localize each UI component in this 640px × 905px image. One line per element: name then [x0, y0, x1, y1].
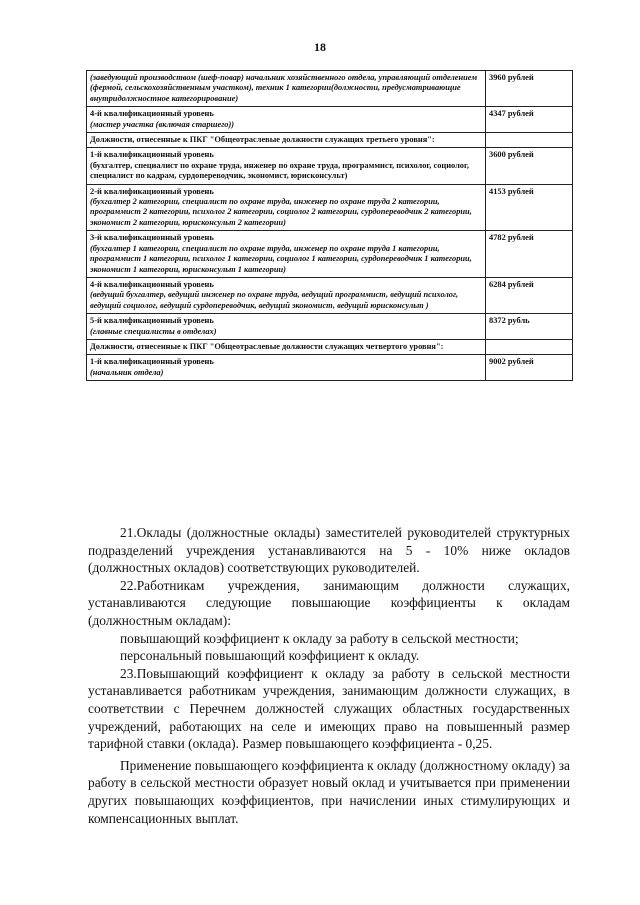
page-number: 18	[314, 40, 326, 54]
position-cell	[87, 277, 486, 313]
position-cell	[87, 133, 486, 148]
salary-cell	[486, 133, 573, 148]
position-cell	[87, 355, 486, 381]
position-cell	[87, 231, 486, 278]
paragraph: персональный повышающий коэффициент к окладу.	[120, 648, 420, 664]
table-row	[87, 133, 573, 148]
qualification-level: 1-й квалификационный уровень	[90, 150, 214, 160]
table-row	[87, 107, 573, 133]
table-row	[87, 277, 573, 313]
table-row	[87, 314, 573, 340]
qualification-level: 4-й квалификационный уровень	[90, 109, 214, 119]
position-description: (бухгалтер 1 категории, специалист по охране труда, инженер по охране труда 1 категории, программист 1 категории, психолог 1 категории, социолог 1 категории, сурдопереводчик 1 категории, экономист 1 категории, юрисконсульт 1 категории)	[90, 243, 472, 274]
table-row	[87, 355, 573, 381]
table-row	[87, 148, 573, 184]
paragraph: 21.Оклады (должностные оклады) заместителей руководителей структурных подразделений учреждения устанавливаются на 5 - 10% ниже окладов (должностных окладов) соответствующих руководителей.	[88, 525, 570, 576]
salary-cell: 3600 рублей	[486, 148, 573, 184]
qualification-level: 2-й квалификационный уровень	[90, 186, 214, 196]
position-cell	[87, 148, 486, 184]
salary-cell: 4782 рублей	[486, 231, 573, 278]
salary-cell: 4347 рублей	[486, 107, 573, 133]
position-description: (заведующий производством (шеф-повар) начальник хозяйственного отдела, управляющий отделением (фермой, сельскохозяйственным участком), техник 1 категории(должности, предусматривающие внутридолжностное категорирование)	[90, 73, 478, 103]
salary-table	[86, 70, 573, 381]
position-description: Должности, отнесенные к ПКГ "Общеотраслевые должности служащих третьего уровня":	[90, 135, 435, 145]
salary-cell	[486, 339, 573, 354]
paragraph: 22.Работникам учреждения, занимающим должности служащих, устанавливаются следующие повышающие коэффициенты к окладам (должностным окладам):	[88, 577, 570, 628]
paragraph: 23.Повышающий коэффициент к окладу за работу в сельской местности устанавливается работникам учреждения, занимающим должности служащих, в соответствии с Перечнем должностей служащих областных государственных учреждений, работающих на селе и имеющих право на повышенный размер тарифной ставки (оклада). Размер повышающего коэффициента - 0,25.	[88, 665, 570, 752]
position-description: (начальник отдела)	[90, 367, 164, 377]
body-text	[88, 524, 570, 827]
position-cell	[87, 184, 486, 231]
position-description: (ведущий бухгалтер, ведущий инженер по охране труда, ведущий программист, ведущий психолог, ведущий социолог, ведущий сурдопереводчик, ведущий экономист, ведущий юрисконсульт )	[90, 290, 459, 310]
salary-cell: 9002 рублей	[486, 355, 573, 381]
table-row	[87, 71, 573, 107]
paragraph: Применение повышающего коэффициента к окладу (должностному окладу) за работу в сельской местности образует новый оклад и учитывается при применении других повышающих коэффициентов, при начислении иных стимулирующих и компенсационных выплат.	[88, 757, 570, 826]
salary-table-body	[87, 71, 573, 381]
table-row	[87, 184, 573, 231]
qualification-level: 1-й квалификационный уровень	[90, 357, 214, 367]
table-row	[87, 339, 573, 354]
position-cell	[87, 339, 486, 354]
position-description: Должности, отнесенные к ПКГ "Общеотраслевые должности служащих четвертого уровня":	[90, 341, 444, 351]
salary-cell: 8372 рубль	[486, 314, 573, 340]
position-cell	[87, 107, 486, 133]
table-row	[87, 231, 573, 278]
position-cell	[87, 71, 486, 107]
salary-cell: 4153 рублей	[486, 184, 573, 231]
salary-cell: 3960 рублей	[486, 71, 573, 107]
position-description: (мастер участка (включая старшего))	[90, 119, 235, 129]
position-description: (главные специалисты в отделах)	[90, 326, 217, 336]
qualification-level: 3-й квалификационный уровень	[90, 233, 214, 243]
position-description: (бухгалтер 2 категории, специалист по охране труда, инженер по охране труда 2 категории, программист 2 категории, психолог 2 категории, социолог 2 категории, сурдопереводчик 2 категории, экономист 2 категории, юрисконсульт 2 категории)	[90, 197, 472, 227]
paragraph: повышающий коэффициент к окладу за работу в сельской местности;	[120, 630, 519, 646]
qualification-level: 4-й квалификационный уровень	[90, 279, 214, 289]
position-cell	[87, 314, 486, 340]
salary-cell: 6284 рублей	[486, 277, 573, 313]
position-description: (бухгалтер, специалист по охране труда, инженер по охране труда, программист, психолог, социолог, специалист по кадрам, сурдопереводчик, экономист, юрисконсульт)	[90, 160, 469, 181]
qualification-level: 5-й квалификационный уровень	[90, 316, 214, 326]
